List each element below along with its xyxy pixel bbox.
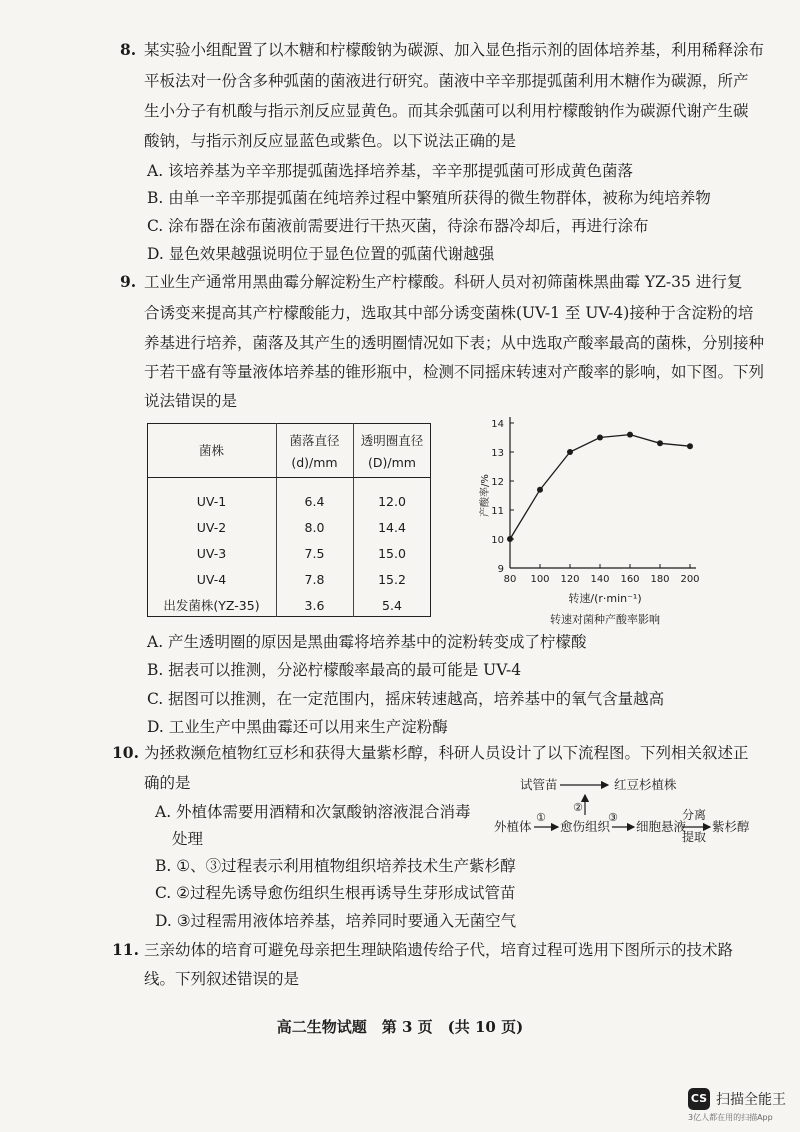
flow-plant: 红豆杉植株 xyxy=(614,777,677,792)
table-cell: UV-1 xyxy=(196,493,227,509)
table-cell: 7.8 xyxy=(304,571,325,587)
table-cell: UV-2 xyxy=(196,519,227,535)
table-row xyxy=(147,592,431,618)
q9-stem-line: 工业生产通常用黑曲霉分解淀粉生产柠檬酸。科研人员对初筛菌株黑曲霉 YZ-35 进行复 xyxy=(144,273,743,291)
q9-stem-line: 说法错误的是 xyxy=(144,392,238,410)
q9-option-d: D. 工业生产中黑曲霉还可以用来生产淀粉酶 xyxy=(147,718,448,736)
table-cell: 15.0 xyxy=(378,545,406,561)
table-header-row xyxy=(147,423,431,478)
y-tick-label: 10 xyxy=(491,535,504,546)
q10-stem-line: 为拯救濒危植物红豆杉和获得大量紫杉醇，科研人员设计了以下流程图。下列相关叙述正 xyxy=(144,744,749,762)
data-point xyxy=(597,435,603,441)
q9-number: 9. xyxy=(120,272,137,291)
q8-stem-line: 生小分子有机酸与指示剂反应显黄色。而其余弧菌可以利用柠檬酸钠作为碳源代谢产生碳 xyxy=(144,102,749,120)
table-cell: UV-3 xyxy=(196,545,227,561)
table-row xyxy=(147,566,431,592)
data-point xyxy=(507,536,513,542)
q8-number: 8. xyxy=(120,40,137,59)
q8-option-a: A. 该培养基为辛辛那提弧菌选择培养基，辛辛那提弧菌可形成黄色菌落 xyxy=(147,162,634,180)
flow-step2: ② xyxy=(573,801,583,814)
taxol-flow-diagram xyxy=(490,775,790,855)
q8-option-c: C. 涂布器在涂布菌液前需要进行干热灭菌，待涂布器冷却后，再进行涂布 xyxy=(147,217,649,235)
q10-option-c: C. ②过程先诱导愈伤组织生根再诱导生芽形成试管苗 xyxy=(155,884,516,902)
table-cell: 12.0 xyxy=(378,493,406,509)
data-point xyxy=(537,487,543,493)
x-tick-label: 100 xyxy=(530,574,550,585)
table-cell: 7.5 xyxy=(304,545,325,561)
table-row xyxy=(147,478,431,515)
q10-option-b: B. ①、③过程表示利用植物组织培养技术生产紫杉醇 xyxy=(155,857,516,875)
q8-stem-line: 某实验小组配置了以木糖和柠檬酸钠为碳源、加入显色指示剂的固体培养基，利用稀释涂布 xyxy=(144,41,765,59)
strain-table xyxy=(147,423,431,618)
scanner-tagline: 3亿人都在用的扫描App xyxy=(688,1113,773,1122)
x-tick-label: 120 xyxy=(560,574,580,585)
y-axis-label: 产酸率/% xyxy=(480,474,491,517)
table-cell: 3.6 xyxy=(304,597,325,613)
q8-stem-line: 平板法对一份含多种弧菌的菌液进行研究。菌液中辛辛那提弧菌利用木糖作为碳源，所产 xyxy=(144,72,749,90)
table-row xyxy=(147,540,431,566)
x-tick-label: 180 xyxy=(650,574,670,585)
q9-option-b: B. 据表可以推测，分泌柠檬酸率最高的最可能是 UV-4 xyxy=(147,661,522,679)
q9-stem-line: 养基进行培养，菌落及其产生的透明圈情况如下表；从中选取产酸率最高的菌株，分别接种 xyxy=(144,334,765,352)
y-tick-label: 11 xyxy=(491,506,504,517)
chart-title: 转速对菌种产酸率影响 xyxy=(550,613,660,626)
table-cell: 出发菌株(YZ-35) xyxy=(163,598,260,613)
table-row xyxy=(147,514,431,540)
q8-option-d: D. 显色效果越强说明位于显色位置的弧菌代谢越强 xyxy=(147,245,495,263)
q9-stem-line: 合诱变来提高其产柠檬酸能力，选取其中部分诱变菌株(UV-1 至 UV-4)接种于含淀粉的培 xyxy=(144,304,754,322)
table-cell: 15.2 xyxy=(378,571,406,587)
scanner-app-name: 扫描全能王 xyxy=(716,1092,786,1108)
q11-stem-line: 三亲幼体的培育可避免母亲把生理缺陷遗传给子代，培育过程可选用下图所示的技术路 xyxy=(144,941,734,959)
flow-explant: 外植体 xyxy=(494,819,532,834)
table-cell: 8.0 xyxy=(304,519,325,535)
flow-product: 紫杉醇 xyxy=(712,819,750,834)
table-header-colony-label: 菌落直径 xyxy=(289,432,340,448)
q10-number: 10. xyxy=(112,743,139,762)
table-header-colony-unit: (d)/mm xyxy=(291,454,338,470)
q10-stem-line: 确的是 xyxy=(144,774,191,792)
data-point xyxy=(627,432,633,438)
page-footer: 高二生物试题 第 3 页 (共 10 页) xyxy=(276,1018,524,1036)
flow-seedling: 试管苗 xyxy=(520,777,558,792)
data-point xyxy=(567,449,573,455)
acid-rate-chart xyxy=(460,405,720,630)
table-cell: UV-4 xyxy=(196,571,227,587)
table-header-halo-unit: (D)/mm xyxy=(368,454,416,470)
table-cell: 6.4 xyxy=(304,493,325,509)
flow-extract: 提取 xyxy=(682,830,707,844)
y-tick-label: 14 xyxy=(491,419,504,430)
q9-option-c: C. 据图可以推测，在一定范围内，摇床转速越高，培养基中的氧气含量越高 xyxy=(147,690,665,708)
x-tick-label: 80 xyxy=(503,574,517,585)
x-axis-label: 转速/(r·min⁻¹) xyxy=(568,592,642,605)
x-tick-label: 200 xyxy=(680,574,700,585)
q8-option-b: B. 由单一辛辛那提弧菌在纯培养过程中繁殖所获得的微生物群体，被称为纯培养物 xyxy=(147,189,711,207)
series-line xyxy=(510,435,690,539)
table-cell: 5.4 xyxy=(382,597,402,613)
scanner-watermark xyxy=(688,1088,786,1123)
y-tick-label: 13 xyxy=(491,448,504,459)
table-header-halo xyxy=(353,423,431,478)
y-tick-label: 9 xyxy=(497,564,504,575)
q11-number: 11. xyxy=(112,940,139,959)
q9-stem-line: 于若干盛有等量液体培养基的锥形瓶中，检测不同摇床转速对产酸率的影响，如下图。下列 xyxy=(144,363,765,381)
data-point xyxy=(687,443,693,449)
flow-suspension: 细胞悬液 xyxy=(636,819,687,834)
cs-logo-icon: CS xyxy=(688,1088,710,1110)
q9-option-a: A. 产生透明圈的原因是黑曲霉将培养基中的淀粉转变成了柠檬酸 xyxy=(147,633,587,651)
flow-callus: 愈伤组织 xyxy=(560,819,611,834)
y-tick-label: 12 xyxy=(491,477,504,488)
table-cell: 14.4 xyxy=(378,519,406,535)
flow-separate: 分离 xyxy=(682,808,707,822)
q10-option-a: A. 外植体需要用酒精和次氯酸钠溶液混合消毒 xyxy=(155,803,471,821)
table-header-strain: 菌株 xyxy=(147,423,276,478)
q10-option-a-cont: 处理 xyxy=(172,830,204,848)
x-tick-label: 160 xyxy=(620,574,640,585)
data-point xyxy=(657,440,663,446)
flow-step1: ① xyxy=(536,811,546,824)
q10-option-d: D. ③过程需用液体培养基，培养同时要通入无菌空气 xyxy=(155,912,517,930)
q8-stem-line: 酸钠，与指示剂反应显蓝色或紫色。以下说法正确的是 xyxy=(144,132,517,150)
x-tick-label: 140 xyxy=(590,574,610,585)
table-header-colony xyxy=(276,423,353,478)
table-header-halo-label: 透明圈直径 xyxy=(360,432,424,448)
flow-step3: ③ xyxy=(608,811,618,824)
q11-stem-line: 线。下列叙述错误的是 xyxy=(144,970,300,988)
